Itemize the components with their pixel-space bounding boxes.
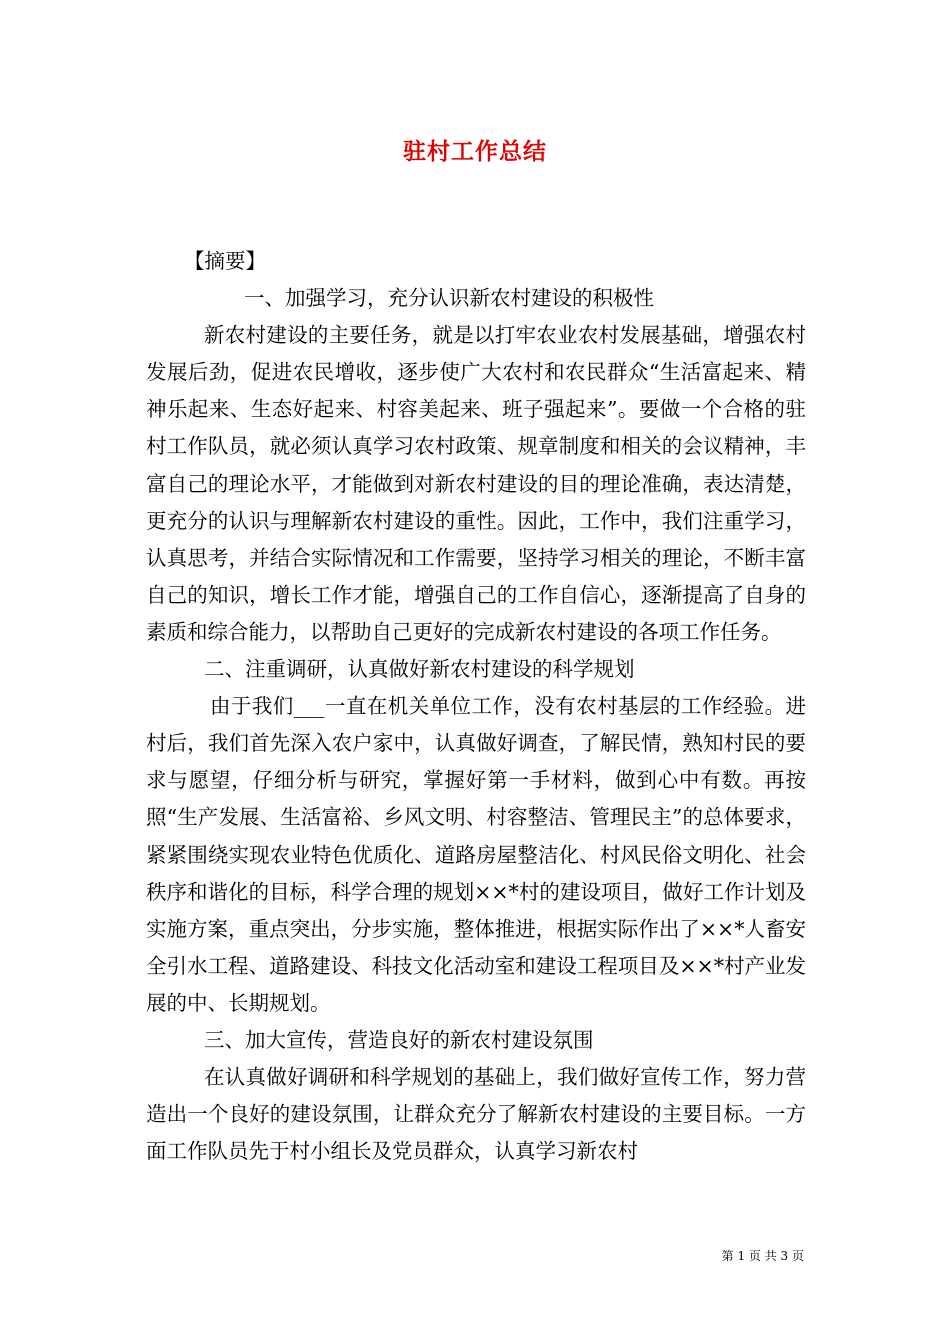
abstract-label: 【摘要】	[184, 249, 266, 273]
section-1-paragraph: 新农村建设的主要任务，就是以打牢农业农村发展基础，增强农村发展后劲，促进农民增收，逐步使广大农村和农民群众“生活富起来、精神乐起来、生态好起来、村容美起来、班子强起来”。要做一个合格的驻村工作队员，就必须认真学习农村政策、规章制度和相关的会议精神，丰富自己的理论水平，才能做到对新农村建设的目的理论准确，表达清楚，更充分的认识与理解新农村建设的重性。因此，工作中，我们注重学习，认真思考，并结合实际情况和工作需要，坚持学习相关的理论，不断丰富自己的知识，增长工作才能，增强自己的工作自信心，逐渐提高了自身的素质和综合能力，以帮助自己更好的完成新农村建设的各项工作任务。	[146, 323, 806, 644]
section-2-paragraph: 由于我们___一直在机关单位工作，没有农村基层的工作经验。进村后，我们首先深入农户家中，认真做好调查，了解民情，熟知村民的要求与愿望，仔细分析与研究，掌握好第一手材料，做到心中有数。再按照“生产发展、生活富裕、乡风文明、村容整洁、管理民主”的总体要求，紧紧围绕实现农业特色优质化、道路房屋整洁化、村风民俗文明化、社会秩序和谐化的目标，科学合理的规划××*村的建设项目，做好工作计划及实施方案，重点突出，分步实施，整体推进，根据实际作出了××*人畜安全引水工程、道路建设、科技文化活动室和建设工程项目及××*村产业发展的中、长期规划。	[146, 694, 806, 1015]
page-number-footer: 第 1 页 共 3 页	[721, 1249, 804, 1263]
document-title: 驻村工作总结	[403, 139, 547, 165]
document-body	[146, 243, 806, 1170]
section-1-heading: 一、加强学习，充分认识新农村建设的积极性	[244, 286, 654, 311]
section-3-heading: 三、加大宣传，营造良好的新农村建设氛围	[204, 1027, 594, 1052]
section-3-paragraph: 在认真做好调研和科学规划的基础上，我们做好宣传工作，努力营造出一个良好的建设氛围，让群众充分了解新农村建设的主要目标。一方面工作队员先于村小组长及党员群众，认真学习新农村	[146, 1065, 806, 1164]
section-2-heading: 二、注重调研，认真做好新农村建设的科学规划	[204, 657, 635, 682]
